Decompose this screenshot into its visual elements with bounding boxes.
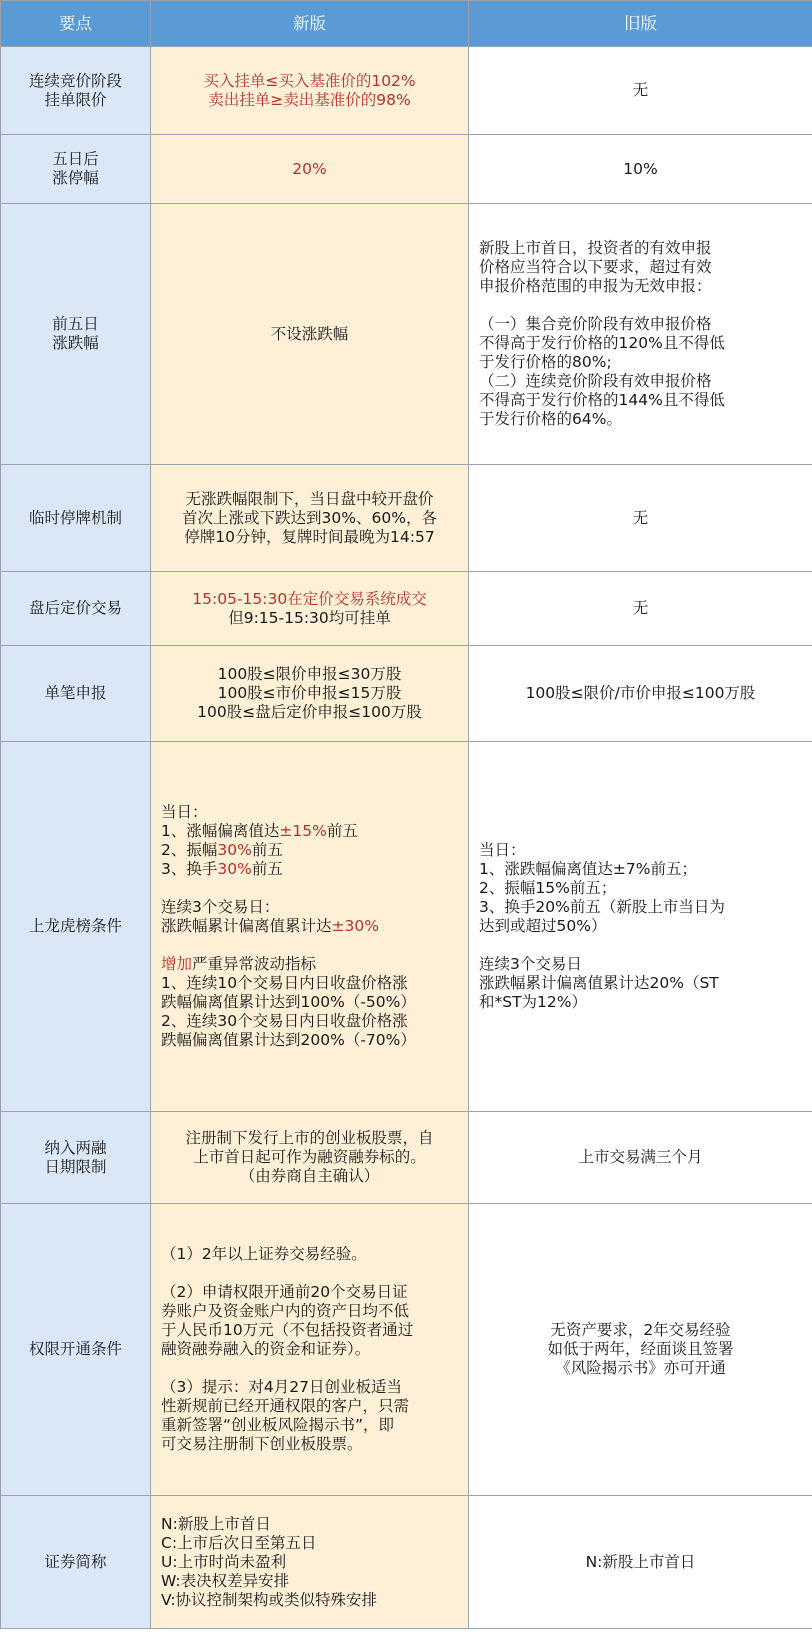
row-old: 无 xyxy=(469,465,812,572)
row-old: 10% xyxy=(469,135,812,204)
row-old: 无 xyxy=(469,47,812,135)
row-old: N:新股上市首日 xyxy=(469,1496,812,1629)
row-key: 纳入两融 日期限制 xyxy=(1,1112,151,1204)
table-row xyxy=(1,1204,812,1496)
row-key: 证券简称 xyxy=(1,1496,151,1629)
table-row xyxy=(1,204,812,465)
row-new: 20% xyxy=(151,135,469,204)
table-row xyxy=(1,135,812,204)
header-old: 旧版 xyxy=(469,1,812,47)
row-new: （1）2年以上证券交易经验。 （2）申请权限开通前20个交易日证 券账户及资金账户内的资产日均不低 于人民币10万元（不包括投资者通过 融资融券融入的资金和证券）。 （3）提示：对4月27日创业板适当 性新规前已经开通权限的客户，只需 重新签署“创业板风险揭示书”，即 可交易注册制下创业板股票。 xyxy=(151,1204,469,1496)
row-new: 买入挂单≤买入基准价的102% 卖出挂单≥卖出基准价的98% xyxy=(151,47,469,135)
row-key: 连续竞价阶段 挂单限价 xyxy=(1,47,151,135)
row-key: 五日后 涨停幅 xyxy=(1,135,151,204)
row-key: 单笔申报 xyxy=(1,646,151,742)
row-old: 无资产要求，2年交易经验 如低于两年，经面谈且签署 《风险揭示书》亦可开通 xyxy=(469,1204,812,1496)
header-new: 新版 xyxy=(151,1,469,47)
row-new: 15:05-15:30在定价交易系统成交 但9:15-15:30均可挂单 xyxy=(151,572,469,646)
row-new: 无涨跌幅限制下，当日盘中较开盘价 首次上涨或下跌达到30%、60%，各 停牌10分钟，复牌时间最晚为14:57 xyxy=(151,465,469,572)
table-row xyxy=(1,47,812,135)
row-old: 新股上市首日，投资者的有效申报 价格应当符合以下要求，超过有效 申报价格范围的申报为无效申报： （一）集合竞价阶段有效申报价格 不得高于发行价格的120%且不得低 于发行价格的80%; （二）连续竞价阶段有效申报价格 不得高于发行价格的144%且不得低 于发行价格的64%。 xyxy=(469,204,812,465)
table-row xyxy=(1,742,812,1112)
row-old: 上市交易满三个月 xyxy=(469,1112,812,1204)
row-old: 当日： 1、涨跌幅偏离值达±7%前五； 2、振幅15%前五； 3、换手20%前五（新股上市当日为 达到或超过50%） 连续3个交易日 涨跌幅累计偏离值累计达20%（ST 和*ST为12%） xyxy=(469,742,812,1112)
row-key: 临时停牌机制 xyxy=(1,465,151,572)
row-new: N:新股上市首日 C:上市后次日至第五日 U:上市时尚未盈利 W:表决权差异安排 V:协议控制架构或类似特殊安排 xyxy=(151,1496,469,1629)
row-key: 权限开通条件 xyxy=(1,1204,151,1496)
table-row xyxy=(1,1112,812,1204)
row-old: 100股≤限价/市价申报≤100万股 xyxy=(469,646,812,742)
row-key: 盘后定价交易 xyxy=(1,572,151,646)
row-new: 当日： 1、涨幅偏离值达±15%前五 2、振幅30%前五 3、换手30%前五 连续3个交易日： 涨跌幅累计偏离值累计达±30% 增加严重异常波动指标 1、连续10个交易日内日收盘价格涨 跌幅偏离值累计达到100%（-50%） 2、连续30个交易日内日收盘价格涨 跌幅偏离值累计达到200%（-70%） xyxy=(151,742,469,1112)
table-row xyxy=(1,465,812,572)
table-row xyxy=(1,646,812,742)
table-row xyxy=(1,572,812,646)
row-key: 前五日 涨跌幅 xyxy=(1,204,151,465)
row-new: 不设涨跌幅 xyxy=(151,204,469,465)
row-new: 100股≤限价申报≤30万股 100股≤市价申报≤15万股 100股≤盘后定价申报≤100万股 xyxy=(151,646,469,742)
header-row xyxy=(1,1,812,47)
header-key: 要点 xyxy=(1,1,151,47)
table-row xyxy=(1,1496,812,1629)
row-old: 无 xyxy=(469,572,812,646)
row-new: 注册制下发行上市的创业板股票，自 上市首日起可作为融资融券标的。 （由券商自主确认） xyxy=(151,1112,469,1204)
row-key: 上龙虎榜条件 xyxy=(1,742,151,1112)
